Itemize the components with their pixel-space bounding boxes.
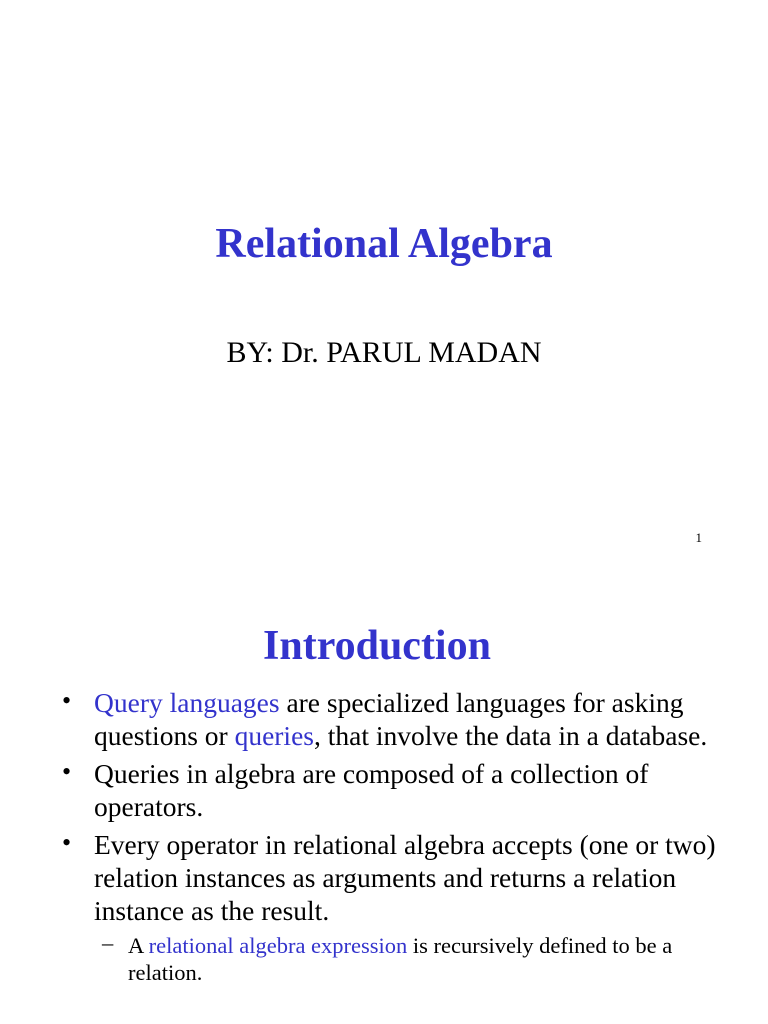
bullet-item [0,686,768,752]
introduction-slide [0,576,768,1024]
bullet-icon: • [62,828,72,857]
bullet-item [0,828,768,927]
slide-title: Relational Algebra [215,221,553,267]
section-title: Introduction [263,623,491,669]
bullet-text: are specialized languages for asking questions or [94,687,684,751]
bullet-list [0,686,768,986]
bullet-icon: • [62,757,72,786]
page-number: 1 [695,530,702,545]
bullet-item [0,757,768,823]
highlighted-term: Query languages [94,687,280,718]
bullet-text: Queries in algebra are composed of a collection of operators. [94,758,649,822]
highlighted-term: queries [234,720,314,751]
author-line: BY: Dr. PARUL MADAN [226,336,542,369]
bullet-icon: • [62,686,72,715]
bullet-text: Every operator in relational algebra accepts (one or two) relation instances as arguments and returns a relation instance as the result. [94,829,716,926]
sub-bullet-text: is recursively defined to be a relation. [128,933,673,985]
sub-bullet-item [0,932,768,986]
dash-icon: – [102,930,114,955]
highlighted-term: relational algebra expression [148,933,408,958]
bullet-text: , that involve the data in a database. [313,720,708,751]
sub-bullet-text: A [128,933,149,958]
